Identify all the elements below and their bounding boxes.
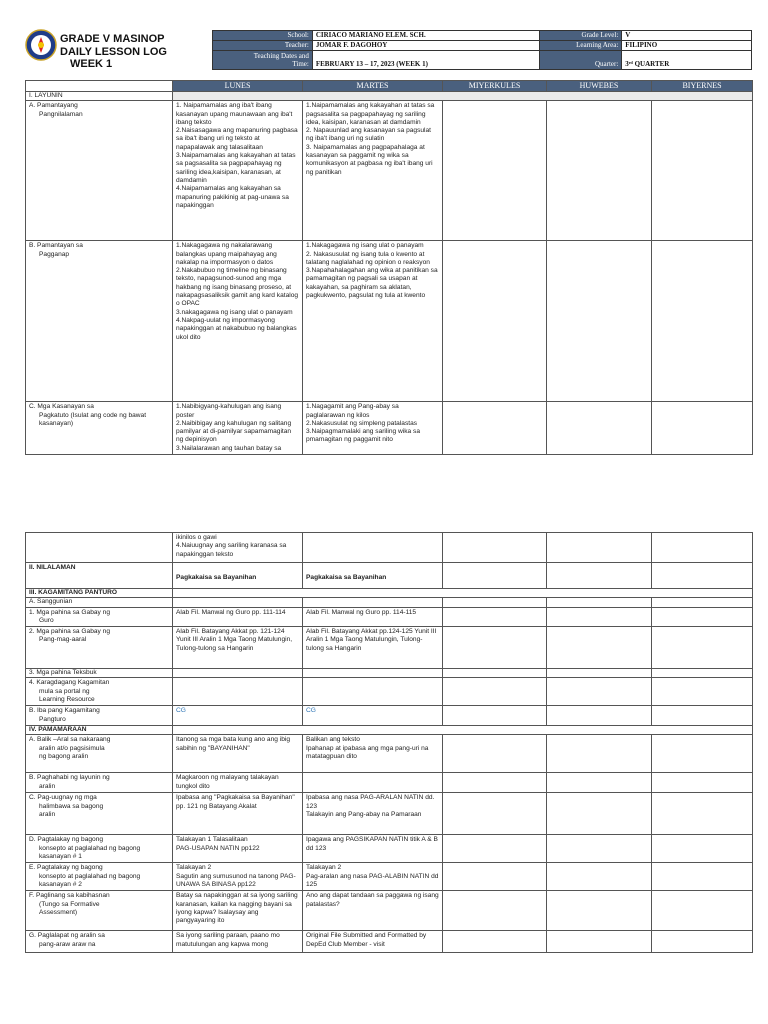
row-label-gabay-mag-aaral xyxy=(26,627,173,669)
cell-empty xyxy=(652,863,753,891)
cell-empty xyxy=(652,101,753,241)
row-label-iba-pang-kagamitan xyxy=(26,706,173,726)
cell-lunes-nilalaman: Pagkakaisa sa Bayanihan xyxy=(173,563,303,589)
cell-empty xyxy=(303,678,443,706)
cell-empty xyxy=(443,863,547,891)
title-line: WEEK 1 xyxy=(70,58,113,70)
cell-empty xyxy=(652,607,753,627)
deped-seal-icon xyxy=(25,29,57,61)
cell-empty xyxy=(547,735,652,773)
section-pamamaraan: IV. PAMAMARAAN xyxy=(26,726,173,735)
label-line: 2. Mga pahina sa Gabay ng xyxy=(29,628,111,636)
grade-label: Grade Level: xyxy=(540,31,622,41)
row-label-pag-uugnay xyxy=(26,793,173,835)
cell-empty xyxy=(547,241,652,402)
cell-empty xyxy=(443,735,547,773)
row-label-pamantayan-sa-pagganap xyxy=(26,241,173,402)
day-header-huwebes: HUWEBES xyxy=(547,81,652,92)
row-label-paghahabi xyxy=(26,773,173,793)
section-nilalaman: II. NILALAMAN xyxy=(26,563,173,589)
row-label-paglalapat xyxy=(26,931,173,953)
cell-lunes-pagtalakay-2: Talakayan 2 Sagutin ang sumusunod na tanong PAG-UNAWA SA BINASA pp122 xyxy=(173,863,303,891)
label-line: Assessment) xyxy=(39,908,78,916)
label-line: B. Pamantayan sa xyxy=(29,242,83,250)
cell-martes-b: 1.Nakagagawa ng isang ulat o panayam 2. Nakasusulat ng isang tula o kwento at talatang naglalahad ng opinion o reaksyon 3.Napahahalagahan ang wika at panitikan sa pamamagitan ng pagsali sa usapan at kakayahan, sa paghiram sa aklatan, pagkukwento, pagsulat ng tula at kwento xyxy=(303,241,443,402)
cell-lunes-gabay-mag-aaral: Alab Fil. Batayang Akkat pp. 121-124 Yunit III Aralin 1 Mga Taong Matulungin, Tulong-tulong sa Hangarin xyxy=(173,627,303,669)
label-line: A. Balik –Aral sa nakaraang xyxy=(29,736,111,744)
label-line: B. Iba pang Kagamitang xyxy=(29,707,100,715)
cell-empty xyxy=(652,678,753,706)
cell-empty xyxy=(547,627,652,669)
section-row-fill xyxy=(173,589,753,598)
cell-martes-pag-uugnay: Ipabasa ang nasa PAG-ARALAN NATIN dd. 123 Talakayin ang Pang-abay na Pamaraan xyxy=(303,793,443,835)
label-line: aralin xyxy=(39,782,56,790)
cell-empty xyxy=(443,533,547,563)
day-header-lunes: LUNES xyxy=(173,81,303,92)
cell-empty xyxy=(443,402,547,455)
row-label-mga-kasanayan xyxy=(26,402,173,455)
cell-empty xyxy=(547,607,652,627)
section-row-fill xyxy=(173,92,753,101)
label-line: C. Pag-uugnay ng mga xyxy=(29,794,97,802)
teacher-value: JOMAR F. DAGOHOY xyxy=(312,41,540,51)
cell-empty xyxy=(443,835,547,863)
label-line: ng bagong aralin xyxy=(39,752,89,760)
cell-empty xyxy=(652,669,753,678)
cell-empty xyxy=(547,793,652,835)
cell-empty xyxy=(443,891,547,931)
cell-empty xyxy=(652,735,753,773)
header-info-table xyxy=(212,30,752,70)
row-label-teksbuk: 3. Mga pahina Teksbuk xyxy=(26,669,173,678)
row-label-sanggunian: A. Sanggunian xyxy=(26,598,173,607)
day-header-martes: MARTES xyxy=(303,81,443,92)
document-title xyxy=(60,33,167,71)
cell-lunes-pagtalakay-1: Talakayan 1 Talasalitaan PAG-USAPAN NATIN pp122 xyxy=(173,835,303,863)
cell-empty xyxy=(547,931,652,953)
cell-empty xyxy=(26,533,173,563)
cell-empty xyxy=(652,627,753,669)
cell-martes-c: 1.Nagagamit ang Pang-abay sa paglalarawan ng kilos 2.Nakasusulat ng simpleng patalastas 3.Naipagmamalaki ang sariling wika sa pmamagitan ng paggamit nito xyxy=(303,402,443,455)
cell-empty xyxy=(303,533,443,563)
teacher-label: Teacher: xyxy=(213,41,313,51)
cell-empty xyxy=(652,598,753,607)
cell-lunes-c: 1.Nabibigyang-kahulugan ang isang poster 2.Naibibigay ang kahulugan ng salitang pamilyar at di-pamilyar sapamamagitan ng depinisyon 3.Nailalarawan ang tauhan batay sa xyxy=(173,402,303,455)
section-layunin: I. LAYUNIN xyxy=(26,92,173,101)
label-line: Pangturo xyxy=(39,715,66,723)
cell-martes-gabay-mag-aaral: Alab Fil. Batayang Akkat pp.124-125 Yunit III Aralin 1 Mga Taong Matulungin, Tulong-tulong sa Hangarin xyxy=(303,627,443,669)
row-label-pamantayang-pangnilalaman xyxy=(26,101,173,241)
cell-empty xyxy=(303,669,443,678)
cell-empty xyxy=(652,891,753,931)
cell-empty xyxy=(547,891,652,931)
cell-empty xyxy=(443,607,547,627)
dates-label-line: Time: xyxy=(292,60,309,68)
row-label-balik-aral xyxy=(26,735,173,773)
label-line: konsepto at paglalahad ng bagong kasanayan # 2 xyxy=(39,872,141,888)
cell-martes-cg-link[interactable]: CG xyxy=(303,706,443,726)
cell-empty xyxy=(547,533,652,563)
lesson-log-table-page2 xyxy=(25,532,753,953)
row-label-gabay-ng-guro xyxy=(26,607,173,627)
cell-empty xyxy=(443,773,547,793)
dates-label xyxy=(213,51,313,70)
title-line: DAILY LESSON LOG xyxy=(60,45,167,58)
cell-martes-balik-aral: Balikan ang teksto Ipahanap at ipabasa ang mga pang-uri na matatagpuan dito xyxy=(303,735,443,773)
label-line: D. Pagtalakay ng bagong xyxy=(29,836,104,844)
cell-lunes-b: 1.Nakagagawa ng nakalarawang balangkas upang maipahayag ang nakalap na impormasyon o datos 2.Nakabubuo ng timeline ng binasang teksto, napagsunod-sunod ang mga hakbang ng isang binasang proseso, at nakapagsasaliksik gamit ang kard katalog o OPAC 3.nakagagawa ng isang ulat o panayam 4.Nakpag-uulat ng impormasyong napakinggan at nakabubuo ng balangkas ukol dito xyxy=(173,241,303,402)
label-line: aralin xyxy=(39,810,56,818)
cell-empty xyxy=(652,835,753,863)
cell-empty xyxy=(652,533,753,563)
row-label-pagtalakay-1 xyxy=(26,835,173,863)
label-line: halimbawa sa bagong xyxy=(39,802,104,810)
section-kagamitang-panturo: III. KAGAMITANG PANTURO xyxy=(26,589,173,598)
corner-header-cell xyxy=(26,81,173,92)
school-label: School: xyxy=(213,31,313,41)
label-line: Pagganap xyxy=(39,250,70,258)
label-line: (Tungo sa Formative xyxy=(39,900,100,908)
label-line: Learning Resource xyxy=(39,696,95,704)
cell-empty xyxy=(547,863,652,891)
cell-empty xyxy=(443,931,547,953)
cell-empty xyxy=(443,706,547,726)
row-label-pagtalakay-2 xyxy=(26,863,173,891)
cell-lunes-cg-link[interactable]: CG xyxy=(173,706,303,726)
cell-lunes-paglinang: Batay sa napakinggan at sa iyong sariling karanasan, kailan ka nagging bayani sa iyong kapwa? Isalaysay ang pangyayaring ito xyxy=(173,891,303,931)
cell-martes-paglalapat: Original File Submitted and Formatted by DepEd Club Member - visit xyxy=(303,931,443,953)
label-line: G. Paglalapat ng aralin sa xyxy=(29,932,105,940)
cell-empty xyxy=(443,669,547,678)
cell-empty xyxy=(547,835,652,863)
cell-empty xyxy=(652,773,753,793)
cell-empty xyxy=(547,101,652,241)
cell-empty xyxy=(443,678,547,706)
dates-value: FEBRUARY 13 – 17, 2023 (WEEK 1) xyxy=(312,51,540,70)
cell-empty xyxy=(652,563,753,589)
cell-lunes-continued: ikinilos o gawi 4.Naiuugnay ang sariling karanasa sa napakinggan teksto xyxy=(173,533,303,563)
day-header-miyerkules: MIYERKULES xyxy=(443,81,547,92)
dates-label-line: Teaching Dates and xyxy=(253,52,309,60)
cell-empty xyxy=(652,931,753,953)
label-line: Pagkatuto (Isulat ang code ng bawat kasanayan) xyxy=(39,411,147,427)
cell-empty xyxy=(173,669,303,678)
row-label-paglinang xyxy=(26,891,173,931)
cell-lunes-pag-uugnay: Ipabasa ang "Pagkakaisa sa Bayanihan" pp. 121 ng Batayang Akalat xyxy=(173,793,303,835)
cell-empty xyxy=(547,678,652,706)
label-line: mula sa portal ng xyxy=(39,687,90,695)
lesson-log-table-page1 xyxy=(25,80,753,455)
cell-empty xyxy=(547,706,652,726)
cell-empty xyxy=(443,563,547,589)
label-line: Pangnilalaman xyxy=(39,110,83,118)
cell-lunes-paglalapat: Sa iyong sariling paraan, paano mo matutulungan ang kapwa mong xyxy=(173,931,303,953)
label-line: pang-araw araw na xyxy=(39,940,96,948)
label-line: F. Paglinang sa kabihasnan xyxy=(29,892,110,900)
label-line: Pang-mag-aaral xyxy=(39,636,87,644)
cell-empty xyxy=(443,793,547,835)
cell-lunes-balik-aral: Itanong sa mga bata kung ano ang ibig sabihin ng "BAYANIHAN" xyxy=(173,735,303,773)
label-line: konsepto at paglalahad ng bagong kasanayan # 1 xyxy=(39,844,141,860)
cell-empty xyxy=(443,101,547,241)
cell-empty xyxy=(303,773,443,793)
label-line: 4. Karagdagang Kagamitan xyxy=(29,679,110,687)
cell-martes-nilalaman: Pagkakaisa sa Bayanihan xyxy=(303,563,443,589)
cell-empty xyxy=(547,669,652,678)
label-line: 1. Mga pahina sa Gabay ng xyxy=(29,608,111,616)
label-line: E. Pagtalakay ng bagong xyxy=(29,864,103,872)
cell-empty xyxy=(443,241,547,402)
cell-empty xyxy=(173,598,303,607)
cell-martes-gabay-guro: Alab Fil. Manwal ng Guro pp. 114-115 xyxy=(303,607,443,627)
cell-empty xyxy=(652,402,753,455)
quarter-value: 3ʳᵈ QUARTER xyxy=(622,51,752,70)
cell-martes-a: 1.Naipamamalas ang kakayahan at tatas sa pagsasalita sa pagpapahayag ng sariling idea, kaisipan, karanasan at damdamin 2. Napauunlad ang kasanayan sa pagsulat ng iba't ibang uri ng sulatin 3. Naipamamalas ang pagpapahalaga at kasanayan sa paggamit ng wika sa komunikasyon at pagbasa ng iba't ibang uri ng panitikan xyxy=(303,101,443,241)
cell-empty xyxy=(443,598,547,607)
cell-empty xyxy=(652,793,753,835)
label-line: aralin at/o pagsisimula xyxy=(39,744,105,752)
grade-value: V xyxy=(622,31,752,41)
area-label: Learning Area: xyxy=(540,41,622,51)
cell-empty xyxy=(547,563,652,589)
cell-martes-paglinang: Ano ang dapat tandaan sa paggawa ng isang patalastas? xyxy=(303,891,443,931)
label-line: Guro xyxy=(39,616,54,624)
school-value: CIRIACO MARIANO ELEM. SCH. xyxy=(312,31,540,41)
label-line: B. Paghahabi ng layunin ng xyxy=(29,774,110,782)
cell-lunes-paghahabi: Magkaroon ng malayang talakayan tungkol dito xyxy=(173,773,303,793)
label-line: A. Pamantayang xyxy=(29,102,78,110)
cell-martes-pagtalakay-1: Ipagawa ang PAGSIKAPAN NATIN titik A & B dd 123 xyxy=(303,835,443,863)
cell-empty xyxy=(547,598,652,607)
cell-empty xyxy=(443,627,547,669)
cell-empty xyxy=(547,402,652,455)
section-row-fill xyxy=(173,726,753,735)
row-label-karagdagang-kagamitan xyxy=(26,678,173,706)
cell-empty xyxy=(652,241,753,402)
title-line: GRADE V MASINOP xyxy=(60,33,165,45)
day-header-biyernes: BIYERNES xyxy=(652,81,753,92)
cell-lunes-a: 1. Naipamamalas ang iba't ibang kasanayan upang maunawaan ang iba't ibang teksto 2.Naisasagawa ang mapanuring pagbasa sa iba't ibang uri ng teksto at napapalawak ang talasalitaan 3.Naipamamalas ang kakayahan at tatas sa pagsasalita sa pagpapahayag ng sariling idea,kaisipan, karanasan, at damdamin 4.Naipamamalas ang kakayahan sa mapanuring pakikinig at pag-unawa sa napakinggan xyxy=(173,101,303,241)
cell-empty xyxy=(547,773,652,793)
cell-empty xyxy=(173,678,303,706)
label-line: C. Mga Kasanayan sa xyxy=(29,403,94,411)
cell-empty xyxy=(652,706,753,726)
area-value: FILIPINO xyxy=(622,41,752,51)
cell-martes-pagtalakay-2: Talakayan 2 Pag-aralan ang nasa PAG-ALABIN NATIN dd 125 xyxy=(303,863,443,891)
quarter-label: Quarter: xyxy=(540,51,622,70)
cell-lunes-gabay-guro: Alab Fil. Manwal ng Guro pp. 111-114 xyxy=(173,607,303,627)
cell-empty xyxy=(303,598,443,607)
